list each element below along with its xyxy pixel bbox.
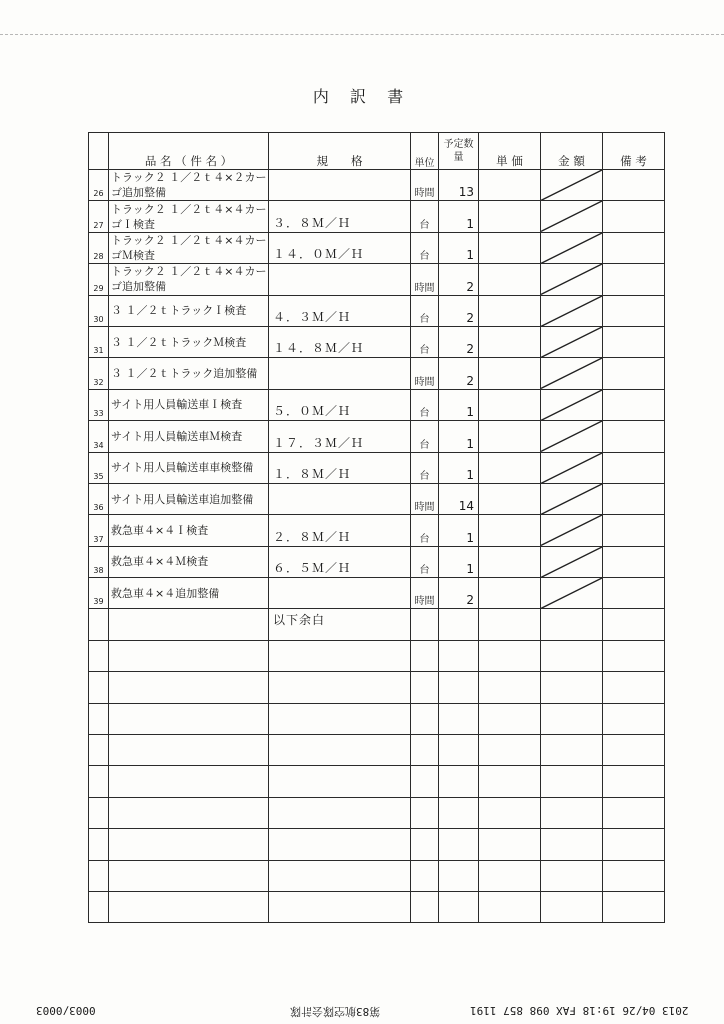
item-planned-qty [439, 797, 479, 828]
item-remarks [603, 891, 665, 922]
item-amount [541, 703, 603, 734]
item-name: サイト用人員輸送車車検整備 [109, 452, 269, 483]
item-unit-price [479, 735, 541, 766]
item-name [109, 672, 269, 703]
table-row [89, 546, 665, 577]
row-number: 32 [89, 358, 109, 389]
item-spec: ３．８Ｍ／Ｈ [269, 201, 411, 232]
row-number [89, 797, 109, 828]
item-unit [411, 860, 439, 891]
row-number: 35 [89, 452, 109, 483]
blank-row [89, 609, 665, 640]
item-amount [541, 672, 603, 703]
item-planned-qty: 1 [439, 201, 479, 232]
item-remarks [603, 578, 665, 609]
item-planned-qty: 1 [439, 232, 479, 263]
item-planned-qty: 2 [439, 578, 479, 609]
item-unit: 時間 [411, 264, 439, 295]
header-item-name: 品 名 （ 件 名 ） [109, 133, 269, 170]
item-unit-price [479, 766, 541, 797]
item-unit-price [479, 358, 541, 389]
row-number: 26 [89, 170, 109, 201]
item-name: ３ １／２ｔトラックＩ検査 [109, 295, 269, 326]
item-amount-slash [541, 546, 603, 577]
header-row [89, 133, 665, 170]
item-unit-price [479, 672, 541, 703]
item-unit: 台 [411, 421, 439, 452]
row-number: 33 [89, 389, 109, 420]
item-unit: 台 [411, 295, 439, 326]
item-planned-qty: 2 [439, 326, 479, 357]
item-spec [269, 672, 411, 703]
item-unit-price [479, 170, 541, 201]
table-row [89, 264, 665, 295]
item-unit: 台 [411, 389, 439, 420]
header-remarks: 備 考 [603, 133, 665, 170]
header-planned-qty: 予定数量 [439, 133, 479, 170]
item-name: サイト用人員輸送車Ｉ検査 [109, 389, 269, 420]
row-number: 30 [89, 295, 109, 326]
item-unit [411, 640, 439, 671]
header-unit: 単位 [411, 133, 439, 170]
header-unit-price: 単 価 [479, 133, 541, 170]
item-amount-slash [541, 389, 603, 420]
item-planned-qty: 2 [439, 264, 479, 295]
item-remarks [603, 797, 665, 828]
item-remarks [603, 703, 665, 734]
item-name [109, 703, 269, 734]
row-number: 36 [89, 483, 109, 514]
table-row [89, 201, 665, 232]
item-planned-qty [439, 735, 479, 766]
header-number [89, 133, 109, 170]
item-unit [411, 891, 439, 922]
blank-row [89, 797, 665, 828]
blank-row [89, 766, 665, 797]
item-planned-qty: 1 [439, 452, 479, 483]
item-unit-price [479, 421, 541, 452]
blank-row [89, 860, 665, 891]
item-spec [269, 891, 411, 922]
item-name: 救急車４×４Ｉ検査 [109, 515, 269, 546]
item-spec [269, 797, 411, 828]
table-row [89, 326, 665, 357]
item-unit-price [479, 609, 541, 640]
item-unit [411, 703, 439, 734]
item-remarks [603, 735, 665, 766]
item-remarks [603, 860, 665, 891]
item-spec [269, 264, 411, 295]
item-unit-price [479, 264, 541, 295]
item-remarks [603, 264, 665, 295]
table-row [89, 452, 665, 483]
item-remarks [603, 672, 665, 703]
breakdown-sheet [88, 132, 665, 923]
item-remarks [603, 829, 665, 860]
table-row [89, 295, 665, 326]
item-planned-qty: 13 [439, 170, 479, 201]
item-remarks [603, 421, 665, 452]
item-remarks [603, 640, 665, 671]
item-name [109, 735, 269, 766]
item-unit: 台 [411, 515, 439, 546]
item-amount-slash [541, 515, 603, 546]
item-unit-price [479, 891, 541, 922]
item-amount [541, 860, 603, 891]
row-number: 37 [89, 515, 109, 546]
item-name: サイト用人員輸送車Ｍ検査 [109, 421, 269, 452]
table-row [89, 170, 665, 201]
item-amount-slash [541, 483, 603, 514]
item-spec [269, 766, 411, 797]
remainder-note: 以下余白 [269, 609, 411, 640]
item-name [109, 797, 269, 828]
item-remarks [603, 326, 665, 357]
row-number: 31 [89, 326, 109, 357]
table-row [89, 232, 665, 263]
item-amount-slash [541, 295, 603, 326]
item-unit: 台 [411, 546, 439, 577]
item-amount-slash [541, 578, 603, 609]
item-unit-price [479, 326, 541, 357]
item-planned-qty: 1 [439, 421, 479, 452]
item-unit-price [479, 703, 541, 734]
item-name [109, 640, 269, 671]
item-amount [541, 640, 603, 671]
row-number [89, 829, 109, 860]
item-spec [269, 358, 411, 389]
item-unit-price [479, 295, 541, 326]
item-remarks [603, 358, 665, 389]
table-row [89, 421, 665, 452]
item-remarks [603, 483, 665, 514]
item-planned-qty [439, 860, 479, 891]
item-amount-slash [541, 421, 603, 452]
item-amount-slash [541, 232, 603, 263]
item-planned-qty [439, 891, 479, 922]
item-name: ３ １／２ｔトラックＭ検査 [109, 326, 269, 357]
item-name: 救急車４×４Ｍ検査 [109, 546, 269, 577]
item-unit: 時間 [411, 170, 439, 201]
item-unit [411, 735, 439, 766]
item-remarks [603, 609, 665, 640]
item-spec [269, 703, 411, 734]
item-planned-qty [439, 640, 479, 671]
item-spec: １．８Ｍ／Ｈ [269, 452, 411, 483]
row-number [89, 891, 109, 922]
item-name: ３ １／２ｔトラック追加整備 [109, 358, 269, 389]
row-number [89, 735, 109, 766]
item-spec [269, 170, 411, 201]
item-amount [541, 891, 603, 922]
item-spec: ２．８Ｍ／Ｈ [269, 515, 411, 546]
table-row [89, 358, 665, 389]
item-amount-slash [541, 264, 603, 295]
item-spec [269, 483, 411, 514]
item-planned-qty: 2 [439, 295, 479, 326]
item-amount-slash [541, 170, 603, 201]
item-planned-qty: 14 [439, 483, 479, 514]
item-remarks [603, 766, 665, 797]
item-planned-qty [439, 672, 479, 703]
table-row [89, 578, 665, 609]
blank-row [89, 640, 665, 671]
row-number: 27 [89, 201, 109, 232]
item-name [109, 829, 269, 860]
fax-header-line: 2013 04/26 19:18 FAX 098 857 1191 [470, 1004, 689, 1017]
row-number [89, 672, 109, 703]
row-number: 38 [89, 546, 109, 577]
row-number [89, 766, 109, 797]
item-remarks [603, 515, 665, 546]
item-unit-price [479, 546, 541, 577]
item-unit: 台 [411, 452, 439, 483]
item-planned-qty: 2 [439, 358, 479, 389]
item-amount-slash [541, 358, 603, 389]
item-remarks [603, 170, 665, 201]
item-spec [269, 829, 411, 860]
item-name: トラック２ １／２ｔ４×４カーゴＭ検査 [109, 232, 269, 263]
item-spec: ４．３Ｍ／Ｈ [269, 295, 411, 326]
breakdown-table [88, 132, 665, 923]
item-unit [411, 672, 439, 703]
item-unit [411, 797, 439, 828]
item-amount-slash [541, 326, 603, 357]
table-row [89, 389, 665, 420]
item-planned-qty [439, 609, 479, 640]
item-spec: １７．３Ｍ／Ｈ [269, 421, 411, 452]
row-number [89, 703, 109, 734]
item-unit-price [479, 232, 541, 263]
item-planned-qty [439, 829, 479, 860]
item-name [109, 766, 269, 797]
item-unit: 台 [411, 326, 439, 357]
item-amount [541, 829, 603, 860]
item-spec [269, 735, 411, 766]
blank-row [89, 735, 665, 766]
item-amount [541, 766, 603, 797]
item-remarks [603, 452, 665, 483]
fax-sender: 第83航空隊会計隊 [290, 1005, 381, 1018]
item-spec: ５．０Ｍ／Ｈ [269, 389, 411, 420]
item-planned-qty: 1 [439, 389, 479, 420]
item-name [109, 860, 269, 891]
table-row [89, 515, 665, 546]
item-planned-qty [439, 766, 479, 797]
blank-row [89, 672, 665, 703]
item-amount [541, 797, 603, 828]
row-number: 28 [89, 232, 109, 263]
header-spec: 規 格 [269, 133, 411, 170]
item-unit-price [479, 829, 541, 860]
item-amount-slash [541, 452, 603, 483]
item-remarks [603, 295, 665, 326]
blank-row [89, 829, 665, 860]
item-amount [541, 735, 603, 766]
item-unit: 台 [411, 232, 439, 263]
item-spec: １４．８Ｍ／Ｈ [269, 326, 411, 357]
item-unit-price [479, 578, 541, 609]
row-number [89, 609, 109, 640]
item-unit-price [479, 797, 541, 828]
row-number [89, 860, 109, 891]
item-planned-qty [439, 703, 479, 734]
item-name: サイト用人員輸送車追加整備 [109, 483, 269, 514]
item-name: トラック２ １／２ｔ４×２カーゴ追加整備 [109, 170, 269, 201]
item-name: 救急車４×４追加整備 [109, 578, 269, 609]
item-unit: 時間 [411, 358, 439, 389]
row-number: 29 [89, 264, 109, 295]
item-name [109, 609, 269, 640]
item-remarks [603, 389, 665, 420]
item-spec: ６．５Ｍ／Ｈ [269, 546, 411, 577]
item-spec [269, 640, 411, 671]
item-unit-price [479, 640, 541, 671]
blank-row [89, 703, 665, 734]
item-planned-qty: 1 [439, 546, 479, 577]
item-name: トラック２ １／２ｔ４×４カーゴ追加整備 [109, 264, 269, 295]
item-unit: 台 [411, 201, 439, 232]
item-unit-price [479, 201, 541, 232]
item-spec [269, 578, 411, 609]
item-remarks [603, 201, 665, 232]
item-unit-price [479, 389, 541, 420]
fax-footer [0, 1004, 724, 1024]
row-number: 39 [89, 578, 109, 609]
item-name: トラック２ １／２ｔ４×４カーゴＩ検査 [109, 201, 269, 232]
item-spec [269, 860, 411, 891]
row-number: 34 [89, 421, 109, 452]
table-row [89, 483, 665, 514]
fax-page-counter: 0003/0003 [36, 1004, 96, 1017]
document-title: 内 訳 書 [312, 87, 412, 106]
item-unit-price [479, 515, 541, 546]
item-planned-qty: 1 [439, 515, 479, 546]
item-unit [411, 766, 439, 797]
fax-transmission-line [0, 34, 724, 36]
item-unit-price [479, 483, 541, 514]
header-amount: 金 額 [541, 133, 603, 170]
item-unit [411, 829, 439, 860]
item-remarks [603, 546, 665, 577]
row-number [89, 640, 109, 671]
item-unit-price [479, 860, 541, 891]
item-spec: １４．０Ｍ／Ｈ [269, 232, 411, 263]
item-unit: 時間 [411, 483, 439, 514]
item-remarks [603, 232, 665, 263]
item-unit [411, 609, 439, 640]
item-amount [541, 609, 603, 640]
blank-row [89, 891, 665, 922]
item-unit-price [479, 452, 541, 483]
item-amount-slash [541, 201, 603, 232]
item-unit: 時間 [411, 578, 439, 609]
item-name [109, 891, 269, 922]
